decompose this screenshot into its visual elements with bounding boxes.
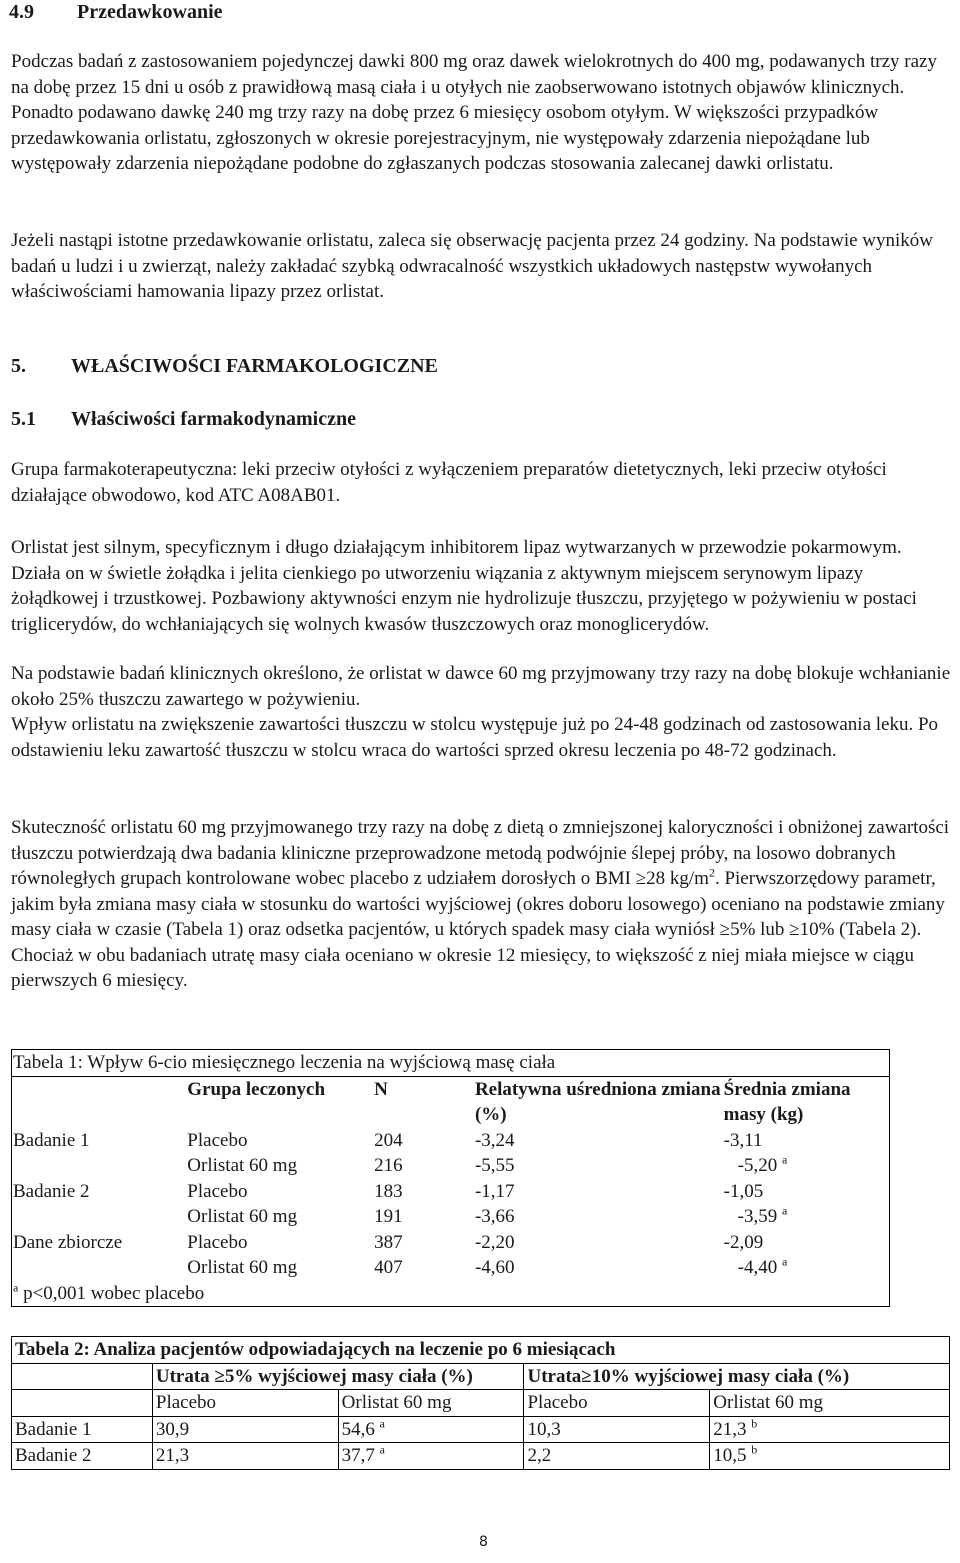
- section-5-heading: 5. WŁAŚCIWOŚCI FARMAKOLOGICZNE: [11, 355, 438, 377]
- table-1-header: N: [374, 1078, 388, 1100]
- table-1-header: Relatywna uśredniona zmiana (%): [474, 1078, 721, 1125]
- paragraph-overdose-2: Jeżeli nastąpi istotne przedawkowanie orlistatu, zaleca się obserwację pacjenta przez 24 godziny. Na podstawie wyników badań u ludzi i u zwierząt, należy zakładać szybką odwracalność wszystkich układowych następstw wywołanych właściwościami hamowania lipazy przez orlistat.: [11, 230, 934, 302]
- ge-symbol: ≥: [789, 919, 800, 940]
- table-1: [11, 1049, 890, 1307]
- table-row: Badanie 2 21,3 37,7 $^a$ 2,2 10,5 $^b$: [12, 1443, 950, 1470]
- table-2-header-5pct: Utrata ≥5% wyjściowej masy ciała (%): [152, 1363, 524, 1390]
- table-2-title: Tabela 2: Analiza pacjentów odpowiadających na leczenie po 6 miesiącach: [12, 1337, 950, 1364]
- table-row: Badanie 1 30,9 54,6 $^a$ 10,3 21,3 $^b$: [12, 1416, 950, 1443]
- table-2-header-10pct: Utrata≥10% wyjściowej masy ciała (%): [524, 1363, 950, 1390]
- table-1-header: Średnia zmiana masy (kg): [723, 1076, 890, 1128]
- page-number: 8: [479, 1534, 488, 1550]
- paragraph-efficacy: Skuteczność orlistatu 60 mg przyjmowanego trzy razy na dobę z dietą o zmniejszonej kaloryczności i obniżonej zawartości tłuszczu potwierdzają dwa badania kliniczne przeprowadzone metodą podwójnie ślepej próby, na losowo dobranych równoległych grupach kontrolowane wobec placebo z udziałem dorosłych o BMI ≥28 $kg/m^2$. Pierwszorzędowy parametr, jakim była zmiana masy ciała w stosunku do wartości wyjściowej (okres doboru losowego) oceniano na podstawie zmiany masy ciała w czasie (Tabela 1) oraz odsetka pacjentów, u których spadek masy ciała wyniósł ≥5% lub ≥10% (Tabela 2). Chociaż w obu badaniach utratę masy ciała oceniano w okresie 12 miesięcy, to większość z niej miała miejsce w ciągu pierwszych 6 miesięcy.: [11, 817, 950, 991]
- table-2-subheader: Placebo: [152, 1390, 338, 1417]
- table-1-footnote: $^a$ p<0,001 wobec placebo: [12, 1281, 890, 1307]
- paragraph-atc: Grupa farmakoterapeutyczna: leki przeciw otyłości z wyłączeniem preparatów dietetycznych, leki przeciw otyłości działające obwodowo, kod ATC A08AB01.: [11, 459, 887, 506]
- table-row: Badanie 1 Placebo Orlistat 60 mg 204 216 -3,24 -5,55 -3,11 -5,20 $^a$: [12, 1128, 890, 1179]
- table-row: Badanie 2 Placebo Orlistat 60 mg 183 191 -1,17 -3,66 -1,05 -3,59 $^a$: [12, 1179, 890, 1230]
- ge-symbol: ≥: [635, 868, 647, 889]
- paragraph-overdose-1: Podczas badań z zastosowaniem pojedynczej dawki 800 mg oraz dawek wielokrotnych do 400 mg, podawanych trzy razy na dobę przez 15 dni u osób z prawidłową masą ciała i u otyłych nie zaobserwowano istotnych objawów klinicznych. Ponadto podawano dawkę 240 mg trzy razy na dobę przez 6 miesięcy osobom otyłym. W większości przypadków przedawkowania orlistatu, zgłoszonych w okresie porejestracyjnym, nie występowały zdarzenia niepożądane lub występowały zdarzenia niepożądane podobne do zgłaszanych podczas stosowania zalecanej dawki orlistatu.: [11, 51, 937, 174]
- paragraph-stool-fat: Wpływ orlistatu na zwiększenie zawartości tłuszczu w stolcu występuje już po 24-48 godzinach od zastosowania leku. Po odstawieniu leku zawartość tłuszczu w stolcu wraca do wartości sprzed okresu leczenia po 48-72 godzinach.: [11, 714, 939, 761]
- table-1-title: Tabela 1: Wpływ 6-cio miesięcznego leczenia na wyjściową masę ciała: [12, 1050, 890, 1077]
- table-1-header: Grupa leczonych: [187, 1078, 326, 1100]
- paragraph-fat-blocking: Na podstawie badań klinicznych określono, że orlistat w dawce 60 mg przyjmowany trzy razy na dobę blokuje wchłanianie około 25% tłuszczu zawartego w pożywieniu.: [11, 663, 951, 710]
- table-2-subheader: Placebo: [524, 1390, 710, 1417]
- paragraph-mechanism: Orlistat jest silnym, specyficznym i długo działającym inhibitorem lipaz wytwarzanych w przewodzie pokarmowym. Działa on w świetle żołądka i jelita cienkiego po utworzeniu wiązania z aktywnym miejscem serynowym lipazy żołądkowej i trzustkowej. Pozbawiony aktywności enzym nie hydrolizuje tłuszczu, przyjętego w pożywieniu w postaci triglicerydów, do wchłaniających się wolnych kwasów tłuszczowych oraz monoglicerydów.: [11, 537, 917, 635]
- table-row: Dane zbiorcze Placebo Orlistat 60 mg 387 407 -2,20 -4,60 -2,09 -4,40 $^a$: [12, 1230, 890, 1281]
- ge-symbol: ≥: [719, 919, 731, 940]
- table-2-subheader: Orlistat 60 mg: [338, 1390, 524, 1417]
- table-2: [11, 1336, 950, 1470]
- section-5-1-heading: 5.1 Właściwości farmakodynamiczne: [11, 408, 356, 430]
- section-4-9-heading: 4.9 Przedawkowanie: [9, 1, 223, 23]
- table-2-subheader: Orlistat 60 mg: [710, 1390, 950, 1417]
